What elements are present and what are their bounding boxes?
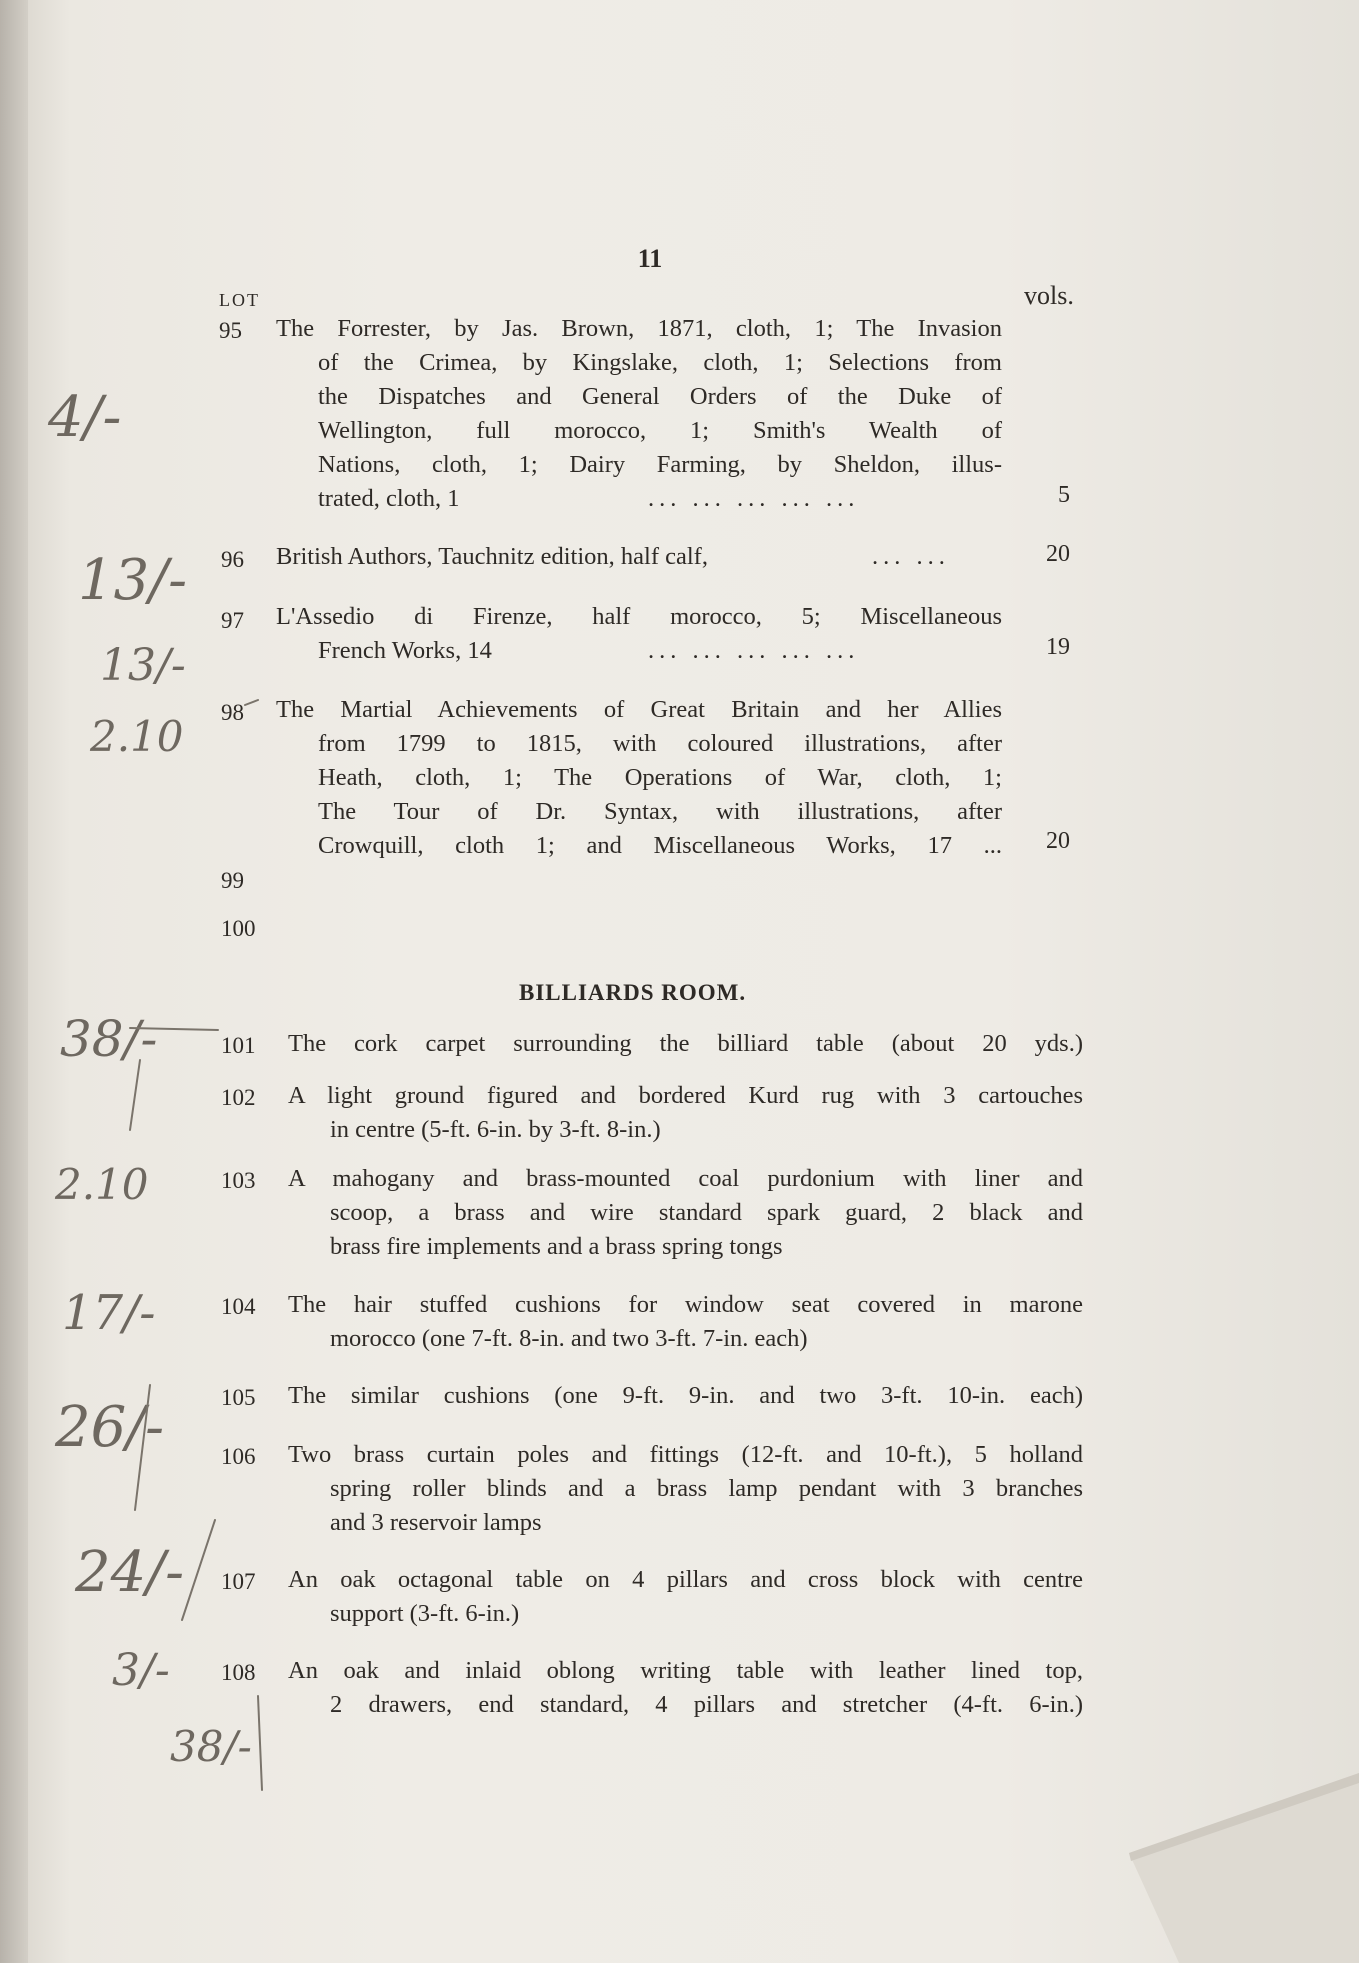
lot-line: brass fire implements and a brass spring tongs <box>330 1233 783 1260</box>
vols-column-header: vols. <box>1024 281 1074 310</box>
lot-line: The cork carpet surrounding the billiard table (about 20 yds.) <box>288 1030 1083 1057</box>
handwritten-price: 2.10 <box>55 1160 149 1209</box>
lot-line: the Dispatches and General Orders of the Duke of <box>318 383 1002 410</box>
lot-number: 102 <box>221 1085 256 1110</box>
leader-dots: ... ... ... ... ... <box>648 485 860 512</box>
lot-line: Nations, cloth, 1; Dairy Farming, by Sheldon, illus- <box>318 451 1002 478</box>
leader-dots: ... ... <box>872 543 950 570</box>
lot-line: support (3-ft. 6-in.) <box>330 1600 520 1627</box>
lot-line: and 3 reservoir lamps <box>330 1509 542 1536</box>
lot-number: 97 <box>221 608 244 633</box>
lot-number: 108 <box>221 1660 256 1685</box>
section-heading: BILLIARDS ROOM. <box>519 980 747 1005</box>
handwritten-price: 13/- <box>78 548 188 613</box>
handwritten-price: 38/- <box>60 1010 158 1068</box>
lot-line: A light ground figured and bordered Kurd rug with 3 cartouches <box>288 1082 1083 1109</box>
lot-number: 100 <box>221 916 256 941</box>
lot-number: 106 <box>221 1444 256 1469</box>
handwritten-price: 17/- <box>62 1285 156 1341</box>
handwritten-price: 13/- <box>100 640 186 691</box>
handwritten-price: 38/- <box>170 1722 252 1771</box>
lot-number: 107 <box>221 1569 256 1594</box>
lot-line: A mahogany and brass-mounted coal purdonium with liner and <box>288 1165 1083 1192</box>
lot-line: The hair stuffed cushions for window seat covered in marone <box>288 1291 1083 1318</box>
lot-line: morocco (one 7-ft. 8-in. and two 3-ft. 7-in. each) <box>330 1325 808 1352</box>
lot-line: Heath, cloth, 1; The Operations of War, cloth, 1; <box>318 764 1002 791</box>
lot-line: The Martial Achievements of Great Britain and her Allies <box>276 696 1002 723</box>
leader-dots: ... ... ... ... ... <box>648 637 860 664</box>
lot-line: Crowquill, cloth 1; and Miscellaneous Works, 17 ... <box>318 832 1002 859</box>
lot-line: The similar cushions (one 9-ft. 9-in. and two 3-ft. 10-in. each) <box>288 1382 1083 1409</box>
lot-number: 103 <box>221 1168 256 1193</box>
lot-column-header: LOT <box>219 290 260 310</box>
lot-number: 95 <box>219 318 242 343</box>
lot-line: L'Assedio di Firenze, half morocco, 5; Miscellaneous <box>276 603 1002 630</box>
lot-line-text: British Authors, Tauchnitz edition, half calf, <box>276 543 708 570</box>
lot-number: 96 <box>221 547 244 572</box>
lot-line-text: trated, cloth, 1 <box>318 485 460 512</box>
lot-line-text: French Works, 14 <box>318 637 492 664</box>
vols-count: 19 <box>1046 634 1070 660</box>
lot-line: The Forrester, by Jas. Brown, 1871, cloth, 1; The Invasion <box>276 315 1002 342</box>
lot-line: in centre (5-ft. 6-in. by 3-ft. 8-in.) <box>330 1116 661 1143</box>
handwritten-price: 3/- <box>112 1645 170 1696</box>
vols-count: 20 <box>1046 541 1070 567</box>
handwritten-price: 24/- <box>75 1540 185 1605</box>
handwritten-price: 2.10 <box>90 712 184 761</box>
lot-number: 105 <box>221 1385 256 1410</box>
lot-line: Two brass curtain poles and fittings (12-ft. and 10-ft.), 5 holland <box>288 1441 1083 1468</box>
lot-line: 2 drawers, end standard, 4 pillars and stretcher (4-ft. 6-in.) <box>330 1691 1083 1718</box>
lot-line: of the Crimea, by Kingslake, cloth, 1; Selections from <box>318 349 1002 376</box>
vols-count: 5 <box>1058 482 1070 508</box>
vols-count: 20 <box>1046 828 1070 854</box>
lot-line: spring roller blinds and a brass lamp pendant with 3 branches <box>330 1475 1083 1502</box>
lot-line: An oak and inlaid oblong writing table with leather lined top, <box>288 1657 1083 1684</box>
handwritten-price: 4/- <box>48 385 122 450</box>
lot-line: An oak octagonal table on 4 pillars and cross block with centre <box>288 1566 1083 1593</box>
lot-line: Wellington, full morocco, 1; Smith's Wealth of <box>318 417 1002 444</box>
lot-number: 98 <box>221 700 244 725</box>
page-number: 11 <box>637 244 663 273</box>
lot-line: The Tour of Dr. Syntax, with illustrations, after <box>318 798 1002 825</box>
lot-number: 99 <box>221 868 244 893</box>
lot-number: 104 <box>221 1294 256 1319</box>
handwritten-price: 26/- <box>55 1395 165 1460</box>
lot-number: 101 <box>221 1033 256 1058</box>
lot-line: scoop, a brass and wire standard spark guard, 2 black and <box>330 1199 1083 1226</box>
lot-line: from 1799 to 1815, with coloured illustrations, after <box>318 730 1002 757</box>
